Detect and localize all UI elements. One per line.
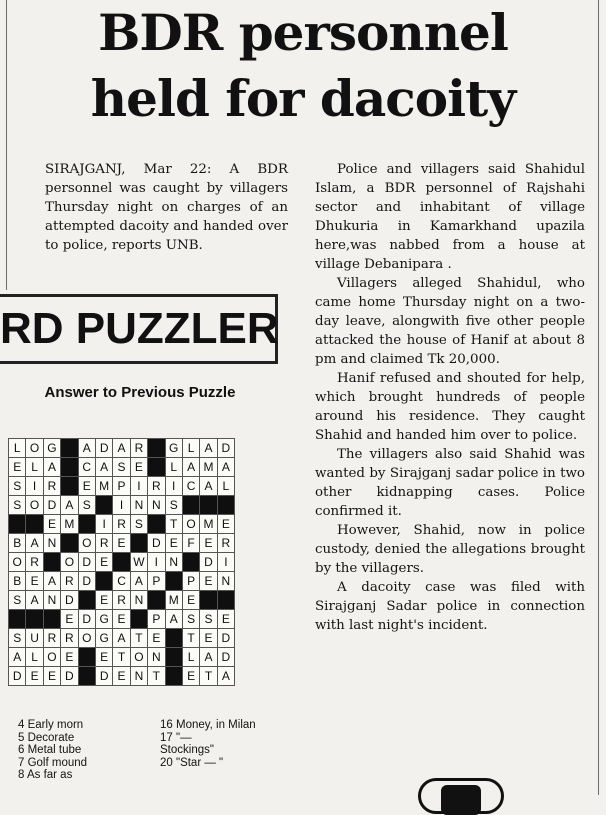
grid-cell: A — [200, 477, 217, 496]
grid-cell: D — [61, 591, 78, 610]
puzzle-banner — [0, 294, 278, 364]
grid-cell: D — [78, 553, 95, 572]
grid-cell: A — [43, 458, 60, 477]
grid-cell: P — [113, 477, 130, 496]
section-logo — [418, 778, 504, 814]
grid-block — [61, 439, 78, 458]
grid-cell: E — [217, 610, 234, 629]
grid-cell: A — [26, 534, 43, 553]
grid-cell: D — [9, 667, 26, 686]
grid-cell: G — [95, 629, 112, 648]
crossword-answer-grid — [8, 438, 235, 686]
grid-block — [43, 553, 60, 572]
grid-cell: R — [61, 629, 78, 648]
grid-cell: A — [43, 572, 60, 591]
grid-cell: O — [26, 496, 43, 515]
grid-row — [9, 667, 235, 686]
grid-cell: S — [130, 515, 147, 534]
grid-cell: E — [95, 591, 112, 610]
grid-cell: A — [130, 572, 147, 591]
grid-cell: T — [182, 629, 199, 648]
grid-block — [165, 572, 182, 591]
grid-block — [148, 515, 165, 534]
grid-cell: E — [43, 667, 60, 686]
grid-table — [8, 438, 235, 686]
grid-cell: E — [130, 458, 147, 477]
grid-cell: E — [61, 648, 78, 667]
article-body — [315, 160, 585, 635]
grid-cell: S — [182, 610, 199, 629]
grid-cell: A — [78, 439, 95, 458]
grid-row — [9, 591, 235, 610]
grid-cell: R — [113, 591, 130, 610]
grid-row — [9, 439, 235, 458]
grid-cell: I — [113, 496, 130, 515]
article-paragraph: Villagers alleged Shahidul, who came home Thursday night on a two-day leave, alongwith five other people attacked the house of Hanif at about 8 pm and claimed Tk 20,000. — [315, 276, 585, 367]
grid-cell: A — [200, 648, 217, 667]
article-paragraph: However, Shahid, now in police custody, denied the allegations brought by the villagers. — [315, 523, 585, 576]
grid-cell: T — [130, 629, 147, 648]
clue: 16 Money, in Milan — [160, 719, 256, 731]
grid-cell: T — [165, 515, 182, 534]
grid-cell: M — [165, 591, 182, 610]
grid-cell: A — [95, 458, 112, 477]
grid-cell: D — [43, 496, 60, 515]
grid-cell: R — [43, 629, 60, 648]
grid-cell: C — [113, 572, 130, 591]
grid-cell: E — [61, 610, 78, 629]
grid-block — [78, 591, 95, 610]
grid-cell: B — [9, 572, 26, 591]
grid-cell: L — [182, 648, 199, 667]
grid-cell: O — [130, 648, 147, 667]
grid-cell: A — [61, 496, 78, 515]
grid-cell: S — [9, 496, 26, 515]
grid-block — [113, 553, 130, 572]
grid-block — [61, 477, 78, 496]
grid-cell: S — [78, 496, 95, 515]
grid-row — [9, 648, 235, 667]
grid-cell: L — [26, 648, 43, 667]
grid-cell: A — [217, 458, 234, 477]
grid-row — [9, 477, 235, 496]
grid-block — [61, 534, 78, 553]
grid-block — [217, 591, 234, 610]
article-paragraph: Hanif refused and shouted for help, which brought hundreds of people around his residence. They caught Shahid and handed him over to police. — [315, 371, 585, 443]
grid-cell: E — [26, 667, 43, 686]
grid-cell: S — [165, 496, 182, 515]
answer-title: Answer to Previous Puzzle — [44, 384, 236, 401]
grid-cell: S — [200, 610, 217, 629]
clue: 8 As far as — [18, 769, 73, 781]
grid-cell: N — [130, 591, 147, 610]
grid-cell: A — [165, 610, 182, 629]
grid-cell: I — [26, 477, 43, 496]
grid-cell: E — [182, 667, 199, 686]
grid-block — [26, 610, 43, 629]
headline — [0, 0, 606, 132]
logo-mark-icon — [441, 785, 481, 815]
grid-block — [130, 610, 147, 629]
grid-cell: I — [165, 477, 182, 496]
clue: Stockings" — [160, 744, 214, 756]
grid-cell: O — [43, 648, 60, 667]
grid-cell: L — [165, 458, 182, 477]
grid-cell: D — [200, 553, 217, 572]
grid-cell: F — [182, 534, 199, 553]
grid-cell: P — [148, 610, 165, 629]
grid-cell: E — [148, 629, 165, 648]
grid-cell: P — [182, 572, 199, 591]
grid-cell: N — [148, 496, 165, 515]
grid-cell: G — [43, 439, 60, 458]
grid-cell: N — [43, 534, 60, 553]
grid-cell: W — [130, 553, 147, 572]
grid-cell: D — [61, 667, 78, 686]
grid-cell: S — [9, 477, 26, 496]
grid-cell: E — [165, 534, 182, 553]
grid-block — [9, 610, 26, 629]
grid-block — [61, 458, 78, 477]
grid-block — [165, 648, 182, 667]
grid-cell: A — [113, 439, 130, 458]
grid-cell: O — [9, 553, 26, 572]
clue: 17 "— — [160, 731, 192, 744]
grid-block — [9, 515, 26, 534]
grid-cell: D — [148, 534, 165, 553]
grid-cell: O — [78, 629, 95, 648]
clue: 5 Decorate — [18, 731, 75, 744]
grid-cell: R — [61, 572, 78, 591]
grid-cell: E — [78, 477, 95, 496]
grid-cell: L — [182, 439, 199, 458]
grid-cell: D — [217, 439, 234, 458]
grid-cell: P — [148, 572, 165, 591]
clue-list-left — [18, 719, 138, 782]
grid-cell: E — [113, 534, 130, 553]
grid-cell: N — [148, 648, 165, 667]
grid-cell: N — [217, 572, 234, 591]
grid-cell: E — [113, 610, 130, 629]
grid-block — [43, 610, 60, 629]
grid-cell: R — [148, 477, 165, 496]
grid-block — [148, 439, 165, 458]
grid-cell: L — [9, 439, 26, 458]
grid-cell: U — [26, 629, 43, 648]
grid-cell: E — [43, 515, 60, 534]
grid-block — [148, 591, 165, 610]
grid-row — [9, 572, 235, 591]
grid-cell: R — [130, 439, 147, 458]
grid-cell: N — [43, 591, 60, 610]
grid-row — [9, 515, 235, 534]
grid-cell: O — [61, 553, 78, 572]
grid-cell: D — [217, 648, 234, 667]
grid-cell: D — [217, 629, 234, 648]
grid-cell: I — [217, 553, 234, 572]
grid-block — [217, 496, 234, 515]
grid-block — [78, 667, 95, 686]
grid-cell: E — [217, 515, 234, 534]
grid-cell: N — [130, 496, 147, 515]
grid-row — [9, 629, 235, 648]
clue: 7 Golf mound — [18, 756, 88, 769]
grid-cell: A — [113, 629, 130, 648]
grid-row — [9, 496, 235, 515]
grid-row — [9, 534, 235, 553]
grid-row — [9, 610, 235, 629]
grid-cell: D — [95, 667, 112, 686]
grid-cell: C — [182, 477, 199, 496]
clue: 4 Early morn — [18, 719, 84, 731]
grid-block — [78, 515, 95, 534]
grid-cell: S — [9, 629, 26, 648]
grid-cell: L — [217, 477, 234, 496]
grid-row — [9, 458, 235, 477]
grid-cell: M — [61, 515, 78, 534]
grid-cell: E — [26, 572, 43, 591]
clue-list-right — [160, 719, 270, 769]
grid-block — [148, 458, 165, 477]
grid-cell: E — [9, 458, 26, 477]
grid-cell: A — [217, 667, 234, 686]
grid-cell: G — [165, 439, 182, 458]
grid-cell: N — [130, 667, 147, 686]
grid-cell: E — [113, 667, 130, 686]
grid-block — [95, 572, 112, 591]
grid-cell: R — [113, 515, 130, 534]
grid-cell: S — [9, 591, 26, 610]
grid-block — [130, 534, 147, 553]
grid-cell: R — [43, 477, 60, 496]
grid-cell: D — [95, 439, 112, 458]
grid-cell: D — [78, 572, 95, 591]
grid-cell: D — [78, 610, 95, 629]
grid-cell: O — [26, 439, 43, 458]
grid-cell: E — [95, 648, 112, 667]
grid-cell: B — [9, 534, 26, 553]
grid-cell: M — [200, 515, 217, 534]
grid-cell: E — [200, 534, 217, 553]
grid-block — [200, 591, 217, 610]
grid-block — [200, 496, 217, 515]
grid-cell: T — [113, 648, 130, 667]
grid-cell: A — [200, 439, 217, 458]
grid-cell: E — [200, 629, 217, 648]
grid-cell: E — [182, 591, 199, 610]
grid-cell: A — [182, 458, 199, 477]
grid-cell: A — [9, 648, 26, 667]
clue: 6 Metal tube — [18, 744, 82, 756]
article-paragraph: Police and villagers said Shahidul Islam, a BDR personnel of Rajshahi sector and inhabitant of village Dhukuria in Kamarkhand upazila here,was nabbed from a house at village Debanipara . — [315, 162, 585, 272]
grid-cell: O — [182, 515, 199, 534]
grid-block — [95, 496, 112, 515]
grid-row — [9, 553, 235, 572]
grid-block — [26, 515, 43, 534]
grid-cell: R — [26, 553, 43, 572]
grid-cell: T — [148, 667, 165, 686]
puzzle-section — [0, 294, 296, 795]
grid-cell: A — [26, 591, 43, 610]
grid-cell: S — [113, 458, 130, 477]
puzzle-title: RD PUZZLER — [0, 304, 279, 353]
grid-cell: I — [130, 477, 147, 496]
grid-cell: I — [95, 515, 112, 534]
grid-cell: C — [78, 458, 95, 477]
grid-cell: M — [200, 458, 217, 477]
article-lead: SIRAJGANJ, Mar 22: A BDR personnel was caught by villagers Thursday night on charges of an attempted dacoity and handed over to police, reports UNB. — [45, 162, 288, 253]
grid-cell: I — [148, 553, 165, 572]
grid-block — [165, 667, 182, 686]
grid-cell: O — [78, 534, 95, 553]
grid-cell: G — [95, 610, 112, 629]
grid-cell: T — [200, 667, 217, 686]
article-paragraph: The villagers also said Shahid was wanted by Sirajganj sadar police in two other kidnapping cases. Police confirmed it. — [315, 447, 585, 519]
article-paragraph: A dacoity case was filed with Sirajganj Sadar police in connection with last night's incident. — [315, 580, 585, 633]
grid-cell: E — [200, 572, 217, 591]
grid-block — [182, 553, 199, 572]
grid-cell: R — [217, 534, 234, 553]
grid-cell: L — [26, 458, 43, 477]
grid-block — [78, 648, 95, 667]
grid-cell: R — [95, 534, 112, 553]
clue: 20 "Star — " — [160, 756, 224, 769]
grid-block — [165, 629, 182, 648]
headline-line-2: held for dacoity — [90, 69, 516, 128]
headline-line-1: BDR personnel — [98, 3, 508, 62]
grid-cell: N — [165, 553, 182, 572]
grid-block — [182, 496, 199, 515]
grid-cell: E — [95, 553, 112, 572]
grid-cell: M — [95, 477, 112, 496]
